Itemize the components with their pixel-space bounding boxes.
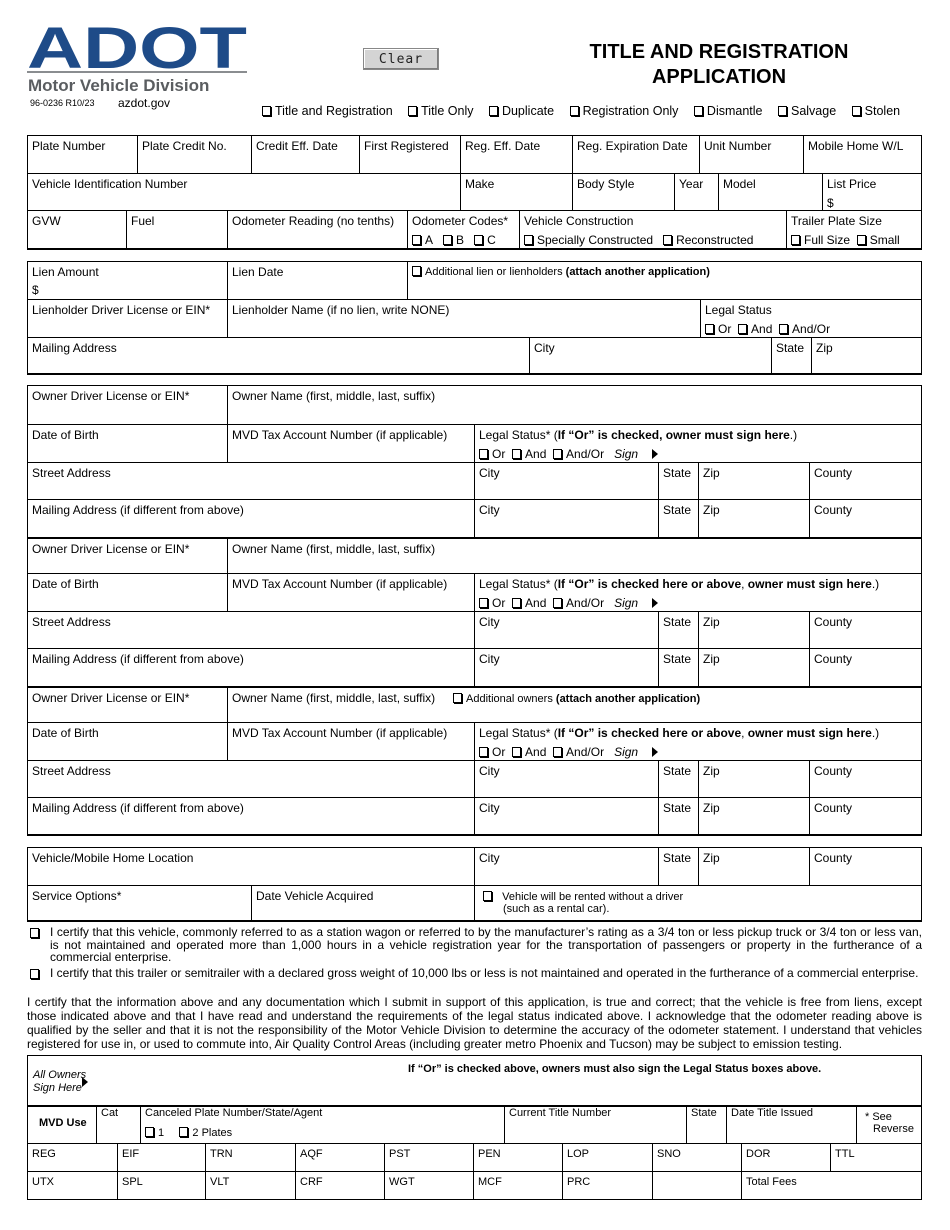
owner2-legal-status: Legal Status* (If “Or” is checked here or above, owner must sign here.) Or And And/Or Sign: [474, 573, 921, 611]
owner3-county-field[interactable]: County: [809, 760, 921, 797]
andor-option[interactable]: And/Or: [779, 322, 830, 336]
vehicle-location-field[interactable]: Vehicle/Mobile Home Location: [32, 851, 194, 865]
odometer-field[interactable]: Odometer Reading (no tenths): [227, 210, 407, 248]
lien-legal-status: Legal Status Or And And/Or: [700, 299, 921, 337]
type-option[interactable]: Salvage: [778, 104, 836, 118]
reg-eff-date-field[interactable]: Reg. Eff. Date: [460, 136, 572, 173]
code-reg[interactable]: REG: [28, 1143, 117, 1171]
checkbox[interactable]: [852, 106, 861, 116]
checkbox[interactable]: [512, 747, 521, 757]
owner1-name-field[interactable]: Owner Name (first, middle, last, suffix): [227, 386, 921, 424]
code-trn[interactable]: TRN: [205, 1143, 295, 1171]
vehicle-section: [27, 135, 922, 250]
owner3-dob-field[interactable]: Date of Birth: [28, 722, 227, 760]
vehicle-construction: Vehicle Construction Specially Constructed Reconstructed: [519, 210, 786, 248]
location-city-field[interactable]: City: [474, 848, 658, 885]
code-crf[interactable]: CRF: [295, 1171, 384, 1199]
owner3-dl-field[interactable]: Owner Driver License or EIN*: [28, 686, 227, 722]
checkbox[interactable]: [663, 235, 672, 245]
checkbox[interactable]: [778, 106, 787, 116]
owner1-tax-account-field[interactable]: MVD Tax Account Number (if applicable): [227, 424, 474, 462]
code-vlt[interactable]: VLT: [205, 1171, 295, 1199]
owner2-mail-state-field[interactable]: State: [658, 648, 698, 686]
checkbox[interactable]: [30, 928, 39, 938]
signature-box[interactable]: [27, 1055, 922, 1107]
checkbox[interactable]: [553, 598, 562, 608]
checkbox[interactable]: [779, 324, 788, 334]
owner3-street-field[interactable]: Street Address: [28, 760, 474, 797]
code-aqf[interactable]: AQF: [295, 1143, 384, 1171]
checkbox[interactable]: [453, 693, 462, 703]
checkbox[interactable]: [553, 449, 562, 459]
odometer-codes: Odometer Codes* A B C: [407, 210, 519, 248]
checkbox[interactable]: [179, 1127, 188, 1137]
see-reverse-note: * See Reverse: [856, 1106, 921, 1143]
type-option[interactable]: Registration Only: [570, 104, 679, 118]
code-spl[interactable]: SPL: [117, 1171, 205, 1199]
model-field[interactable]: Model: [718, 173, 822, 210]
mvd-use-section: [27, 1105, 922, 1200]
cat-field[interactable]: Cat: [96, 1106, 140, 1143]
additional-owners-option[interactable]: Additional owners (attach another application): [453, 692, 700, 706]
andor-option[interactable]: And/Or: [553, 596, 604, 610]
code-prc[interactable]: PRC: [562, 1171, 652, 1199]
owner3-mail-zip-field[interactable]: Zip: [698, 797, 809, 834]
mvd-use-label: MVD Use: [39, 1117, 87, 1129]
owner3-mailing-field[interactable]: Mailing Address (if different from above): [28, 797, 474, 834]
checkbox[interactable]: [412, 235, 421, 245]
lien-section: [27, 261, 922, 375]
vin-field[interactable]: Vehicle Identification Number: [28, 173, 460, 210]
owner3-city-field[interactable]: City: [474, 760, 658, 797]
lienholder-dl-field[interactable]: Lienholder Driver License or EIN*: [28, 299, 227, 337]
canceled-plate-field[interactable]: Canceled Plate Number/State/Agent 1 2 Plates: [140, 1106, 504, 1143]
title-line-2: APPLICATION: [651, 66, 787, 88]
clear-button[interactable]: Clear: [363, 48, 439, 70]
cert-trailer[interactable]: I certify that this trailer or semitrailer with a declared gross weight of 10,000 lbs or less is not maintained and operated in the furtherance of a commercial enterprise.: [30, 967, 922, 980]
code-pen[interactable]: PEN: [473, 1143, 562, 1171]
logo-text: ADOT: [27, 24, 247, 70]
and-option[interactable]: And: [512, 596, 546, 610]
owner2-mail-city-field[interactable]: City: [474, 648, 658, 686]
plate-credit-field[interactable]: Plate Credit No.: [137, 136, 251, 173]
owner2-zip-field[interactable]: Zip: [698, 611, 809, 648]
andor-option[interactable]: And/Or: [553, 447, 604, 461]
division-name: Motor Vehicle Division: [28, 76, 210, 95]
lien-amount-field[interactable]: Lien Amount $: [28, 262, 227, 299]
or-option[interactable]: Or: [479, 745, 505, 759]
owner1-mail-state-field[interactable]: State: [658, 499, 698, 537]
full-size-option[interactable]: Full Size: [791, 233, 850, 247]
type-option[interactable]: Duplicate: [489, 104, 554, 118]
owner2-state-field[interactable]: State: [658, 611, 698, 648]
checkbox[interactable]: [30, 969, 39, 979]
gvw-field[interactable]: GVW: [28, 210, 126, 248]
owner1-county-field[interactable]: County: [809, 462, 921, 499]
title-line-1: TITLE AND REGISTRATION: [589, 41, 849, 63]
dollar-sign: $: [32, 283, 39, 297]
owner2-mail-county-field[interactable]: County: [809, 648, 921, 686]
adot-logo: [27, 24, 247, 70]
checkbox[interactable]: [857, 235, 866, 245]
signature-note: If “Or” is checked above, owners must also sign the Legal Status boxes above.: [408, 1063, 822, 1075]
rental-note: (such as a rental car).: [503, 903, 610, 915]
rental-option[interactable]: Vehicle will be rented without a driver (such as a rental car).: [474, 885, 921, 920]
sign-label: Sign: [614, 745, 639, 759]
owner1-legal-status: Legal Status* (If “Or” is checked, owner must sign here.) Or And And/Or Sign: [474, 424, 921, 462]
checkbox[interactable]: [512, 598, 521, 608]
arrow-right-icon: [652, 449, 658, 459]
owner3-mail-county-field[interactable]: County: [809, 797, 921, 834]
arrow-right-icon: [652, 747, 658, 757]
body-style-field[interactable]: Body Style: [572, 173, 674, 210]
code-ttl[interactable]: TTL: [830, 1143, 921, 1171]
checkbox[interactable]: [705, 324, 714, 334]
type-option[interactable]: Title and Registration: [262, 104, 393, 118]
owner1-mail-city-field[interactable]: City: [474, 499, 658, 537]
make-field[interactable]: Make: [460, 173, 572, 210]
code-lop[interactable]: LOP: [562, 1143, 652, 1171]
checkbox[interactable]: [262, 106, 271, 116]
checkbox[interactable]: [512, 449, 521, 459]
code-wgt[interactable]: WGT: [384, 1171, 473, 1199]
owner1-mailing-field[interactable]: Mailing Address (if different from above): [28, 499, 474, 537]
one-plate-option[interactable]: 1: [145, 1127, 164, 1139]
reg-expiration-field[interactable]: Reg. Expiration Date: [572, 136, 699, 173]
or-option[interactable]: Or: [479, 447, 505, 461]
andor-option[interactable]: And/Or: [553, 745, 604, 759]
code-utx[interactable]: UTX: [28, 1171, 117, 1199]
owner1-dl-field[interactable]: Owner Driver License or EIN*: [32, 389, 190, 403]
lien-date-field[interactable]: Lien Date: [227, 262, 407, 299]
list-price-field[interactable]: List Price $: [822, 173, 921, 210]
code-sno[interactable]: SNO: [652, 1143, 741, 1171]
owner2-dob-field[interactable]: Date of Birth: [28, 573, 227, 611]
owner3-name-field[interactable]: Owner Name (first, middle, last, suffix) Additional owners (attach another application): [227, 686, 921, 722]
owner1-zip-field[interactable]: Zip: [698, 462, 809, 499]
location-section: [27, 847, 922, 922]
form-title: [560, 40, 878, 90]
cert-station-wagon[interactable]: I certify that this vehicle, commonly referred to as a station wagon or referred to by the manufacturer’s rating as a 3/4 ton or less pickup truck or 3/4 ton or less van, is not maintained and operated more than 1,000 hours in a vehicle registration year for the transportation of passengers or property in the furtherance of a commercial enterprise.: [30, 926, 922, 964]
lien-zip-field[interactable]: Zip: [811, 337, 921, 374]
owner2-name-field[interactable]: Owner Name (first, middle, last, suffix): [227, 537, 921, 573]
owner2-county-field[interactable]: County: [809, 611, 921, 648]
checkbox[interactable]: [479, 449, 488, 459]
checkbox[interactable]: [694, 106, 703, 116]
checkbox[interactable]: [412, 266, 421, 276]
checkbox[interactable]: [570, 106, 579, 116]
specially-constructed-option[interactable]: Specially Constructed: [524, 233, 653, 247]
owner1-city-field[interactable]: City: [474, 462, 658, 499]
code-c-option[interactable]: C: [474, 233, 496, 247]
date-title-issued-field[interactable]: Date Title Issued: [726, 1106, 856, 1143]
owner1-mail-zip-field[interactable]: Zip: [698, 499, 809, 537]
date-acquired-field[interactable]: Date Vehicle Acquired: [251, 885, 474, 920]
owner3-legal-status: Legal Status* (If “Or” is checked here or above, owner must sign here.) Or And And/Or Sign: [474, 722, 921, 760]
form-number: 96-0236 R10/23: [30, 98, 95, 108]
code-mcf[interactable]: MCF: [473, 1171, 562, 1199]
code-pst[interactable]: PST: [384, 1143, 473, 1171]
lienholder-name-field[interactable]: Lienholder Name (if no lien, write NONE): [227, 299, 700, 337]
owner2-tax-account-field[interactable]: MVD Tax Account Number (if applicable): [227, 573, 474, 611]
title-state-field[interactable]: State: [686, 1106, 726, 1143]
type-option[interactable]: Title Only: [408, 104, 473, 118]
current-title-field[interactable]: Current Title Number: [504, 1106, 686, 1143]
application-type-options: [262, 104, 912, 118]
owner2-dl-field[interactable]: Owner Driver License or EIN*: [28, 537, 227, 573]
plate-number-field[interactable]: Plate Number: [32, 139, 106, 153]
owner3-zip-field[interactable]: Zip: [698, 760, 809, 797]
all-owners-label: All Owners Sign Here: [33, 1069, 87, 1094]
owners-section: [27, 385, 922, 836]
lien-mailing-address-field[interactable]: Mailing Address: [28, 337, 529, 374]
fuel-field[interactable]: Fuel: [126, 210, 227, 248]
certification-statement: I certify that the information above and any documentation which I submit in support of this application, is true and correct; that the vehicle is free from liens, except those indicated above and that I have read and understand the requirements of the legal status indicated above. I acknowledge that the odometer reading above is qualified by the seller and that it is not the responsibility of the Motor Vehicle Division to determine the accuracy of the odometer statement. I understand that vehicles registered for use in, or used to commute into, Air Quality Control Areas (including greater metro Phoenix and Tucson) may be subject to emission testing.: [27, 995, 922, 1051]
checkbox[interactable]: [408, 106, 417, 116]
owner2-mailing-field[interactable]: Mailing Address (if different from above): [28, 648, 474, 686]
or-option[interactable]: Or: [705, 322, 731, 336]
and-option[interactable]: And: [512, 745, 546, 759]
owner2-city-field[interactable]: City: [474, 611, 658, 648]
code-a-option[interactable]: A: [412, 233, 433, 247]
code-b-option[interactable]: B: [443, 233, 464, 247]
location-county-field[interactable]: County: [809, 848, 921, 885]
location-state-field[interactable]: State: [658, 848, 698, 885]
code-dor[interactable]: DOR: [741, 1143, 830, 1171]
year-field[interactable]: Year: [674, 173, 718, 210]
type-option[interactable]: Dismantle: [694, 104, 763, 118]
sign-label: Sign: [614, 447, 639, 461]
dollar-sign: $: [827, 196, 834, 210]
owner1-state-field[interactable]: State: [658, 462, 698, 499]
checkbox[interactable]: [483, 891, 492, 901]
small-option[interactable]: Small: [857, 233, 900, 247]
and-option[interactable]: And: [738, 322, 772, 336]
owner1-dob-field[interactable]: Date of Birth: [28, 424, 227, 462]
service-options-field[interactable]: Service Options*: [28, 885, 251, 920]
owner3-mail-city-field[interactable]: City: [474, 797, 658, 834]
arrow-right-icon: [82, 1077, 88, 1087]
reconstructed-option[interactable]: Reconstructed: [663, 233, 753, 247]
type-option[interactable]: Stolen: [852, 104, 900, 118]
checkbox[interactable]: [553, 747, 562, 757]
checkbox[interactable]: [738, 324, 747, 334]
checkbox[interactable]: [443, 235, 452, 245]
checkbox[interactable]: [479, 598, 488, 608]
or-option[interactable]: Or: [479, 596, 505, 610]
additional-lien-option[interactable]: Additional lien or lienholders (attach another application): [407, 262, 921, 299]
checkbox[interactable]: [524, 235, 533, 245]
checkbox[interactable]: [791, 235, 800, 245]
first-registered-field[interactable]: First Registered: [359, 136, 460, 173]
sign-label: Sign: [614, 596, 639, 610]
unit-number-field[interactable]: Unit Number: [699, 136, 803, 173]
checkbox[interactable]: [145, 1127, 154, 1137]
owner2-mail-zip-field[interactable]: Zip: [698, 648, 809, 686]
location-zip-field[interactable]: Zip: [698, 848, 809, 885]
checkbox[interactable]: [479, 747, 488, 757]
code-eif[interactable]: EIF: [117, 1143, 205, 1171]
owner2-street-field[interactable]: Street Address: [28, 611, 474, 648]
owner3-state-field[interactable]: State: [658, 760, 698, 797]
website: azdot.gov: [118, 96, 171, 110]
two-plates-option[interactable]: 2 Plates: [179, 1127, 232, 1139]
owner3-tax-account-field[interactable]: MVD Tax Account Number (if applicable): [227, 722, 474, 760]
owner3-mail-state-field[interactable]: State: [658, 797, 698, 834]
mobile-home-wl-field[interactable]: Mobile Home W/L: [803, 136, 921, 173]
checkbox[interactable]: [474, 235, 483, 245]
owner1-mail-county-field[interactable]: County: [809, 499, 921, 537]
checkbox[interactable]: [489, 106, 498, 116]
and-option[interactable]: And: [512, 447, 546, 461]
owner1-street-field[interactable]: Street Address: [28, 462, 474, 499]
credit-eff-date-field[interactable]: Credit Eff. Date: [251, 136, 359, 173]
lien-state-field[interactable]: State: [771, 337, 811, 374]
trailer-plate-size: Trailer Plate Size Full Size Small: [786, 210, 921, 248]
lien-city-field[interactable]: City: [529, 337, 771, 374]
arrow-right-icon: [652, 598, 658, 608]
logo-divider: [27, 71, 247, 73]
code-blank[interactable]: [652, 1171, 741, 1199]
total-fees-field[interactable]: Total Fees: [741, 1171, 921, 1199]
